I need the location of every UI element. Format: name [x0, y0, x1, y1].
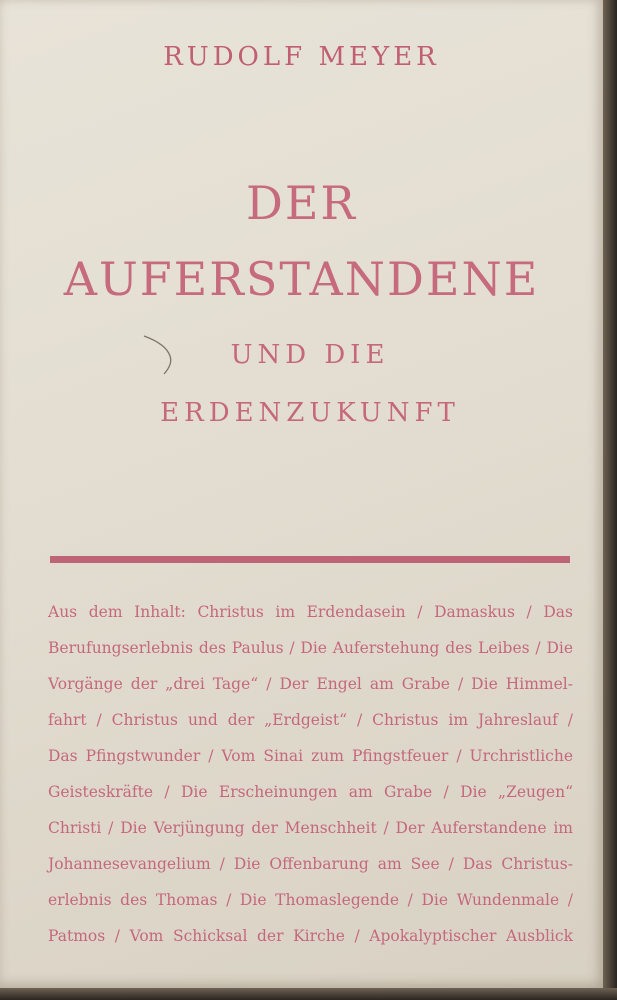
- subtitle-line-1: UND DIE: [230, 340, 390, 370]
- title-line-2: AUFERSTANDENE: [63, 252, 540, 306]
- contents-blurb: [48, 594, 573, 954]
- contents-line: Aus dem Inhalt: Christus im Erdendasein / Damaskus / Das: [48, 603, 573, 621]
- contents-line: Christi / Die Verjüngung der Menschheit / Der Auferstandene im: [48, 819, 573, 837]
- contents-line: Berufungserlebnis des Paulus / Die Auferstehung des Leibes / Die: [48, 639, 573, 657]
- contents-line: Johannesevangelium / Die Offenbarung am See / Das Christus-: [48, 855, 573, 873]
- contents-line: Vorgänge der „drei Tage“ / Der Engel am Grabe / Die Himmel-: [48, 675, 573, 693]
- contents-line: Das Pfingstwunder / Vom Sinai zum Pfingstfeuer / Urchristliche: [48, 747, 573, 765]
- divider-rule: [50, 556, 570, 563]
- title-line-1: DER: [245, 176, 358, 230]
- contents-line: Geisteskräfte / Die Erscheinungen am Grabe / Die „Zeugen“: [48, 783, 573, 801]
- contents-line: fahrt / Christus und der „Erdgeist“ / Christus im Jahreslauf /: [48, 711, 573, 729]
- contents-line: Patmos / Vom Schicksal der Kirche / Apokalyptischer Ausblick: [48, 927, 573, 945]
- contents-line: erlebnis des Thomas / Die Thomaslegende / Die Wundenmale /: [48, 891, 573, 909]
- author-name: RUDOLF MEYER: [163, 42, 440, 72]
- cover-bottom-shadow: [0, 988, 617, 1000]
- cover-edge-shadow: [603, 0, 617, 1000]
- subtitle-line-2: ERDENZUKUNFT: [160, 398, 460, 428]
